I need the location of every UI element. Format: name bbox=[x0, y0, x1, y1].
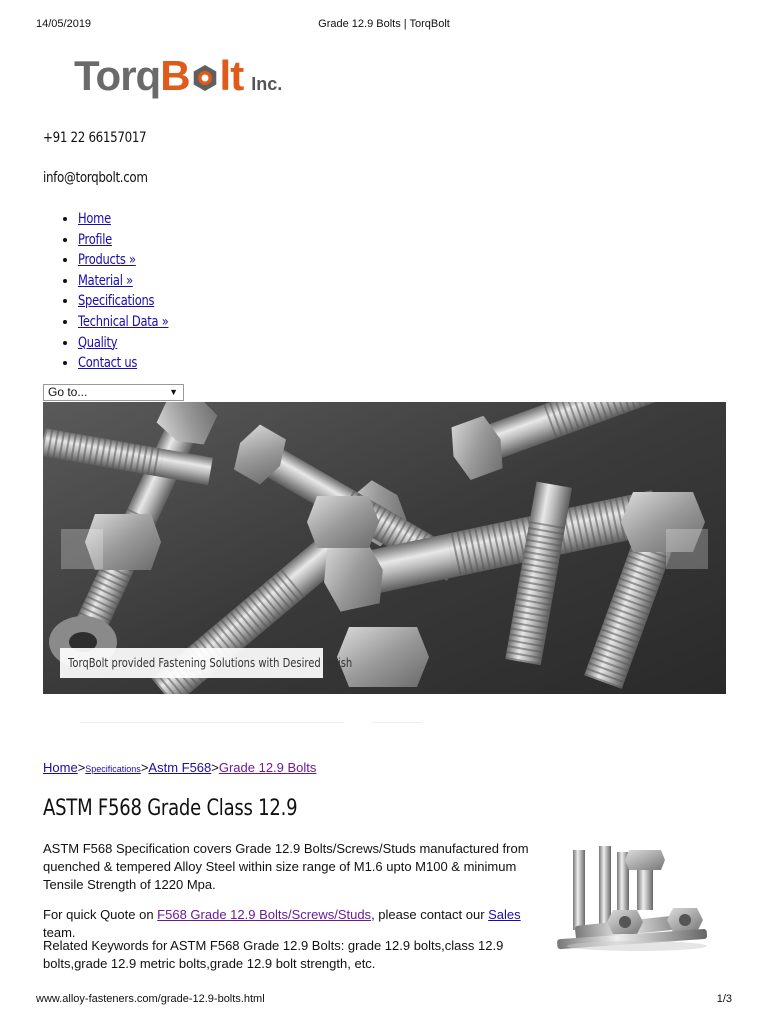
slider-next-button[interactable] bbox=[666, 529, 708, 569]
sales-link[interactable]: Sales bbox=[488, 907, 521, 922]
nav-link-quality[interactable]: Quality bbox=[78, 334, 118, 351]
contact-phone: +91 22 66157017 bbox=[43, 130, 147, 146]
nav-item-home bbox=[78, 208, 188, 229]
breadcrumb-sep: > bbox=[77, 760, 86, 775]
breadcrumb-astm[interactable]: Astm F568 bbox=[148, 760, 212, 775]
logo-text-lt: lt bbox=[219, 52, 244, 99]
main-nav bbox=[43, 208, 188, 373]
nav-item-material bbox=[78, 270, 188, 291]
nav-link-material[interactable]: Material » bbox=[78, 272, 133, 289]
hero-slider[interactable] bbox=[43, 402, 726, 694]
related-keywords: Related Keywords for ASTM F568 Grade 12.9 Bolts: grade 12.9 bolts,class 12.9 bolts,grade 12.9 metric bolts,grade 12.9 bolt strength, etc. bbox=[43, 938, 504, 971]
print-footer-page: 1/3 bbox=[716, 993, 732, 1005]
nav-link-technical-data[interactable]: Technical Data » bbox=[78, 313, 169, 330]
hex-nut-logo-icon bbox=[191, 64, 219, 92]
divider-right bbox=[372, 722, 422, 723]
product-image bbox=[553, 838, 723, 953]
breadcrumb bbox=[43, 760, 316, 775]
nav-item-products bbox=[78, 249, 188, 270]
divider-left bbox=[80, 722, 344, 723]
nav-item-specifications bbox=[78, 290, 188, 311]
product-link[interactable]: F568 Grade 12.9 Bolts/Screws/Studs bbox=[157, 907, 372, 922]
hero-caption: TorqBolt provided Fastening Solutions with Desired Finish bbox=[60, 648, 323, 678]
slider-prev-button[interactable] bbox=[61, 529, 103, 569]
breadcrumb-sep: > bbox=[140, 760, 149, 775]
breadcrumb-sep: > bbox=[211, 760, 219, 775]
nav-item-quality bbox=[78, 332, 188, 353]
logo-text-torq: Torq bbox=[74, 52, 161, 99]
contact-email: info@torqbolt.com bbox=[43, 170, 148, 186]
quote-prefix: For quick Quote on bbox=[43, 907, 158, 922]
quote-mid: , please contact our bbox=[371, 907, 489, 922]
print-page-title: Grade 12.9 Bolts | TorqBolt bbox=[318, 18, 450, 30]
nav-link-profile[interactable]: Profile bbox=[78, 231, 112, 248]
print-date: 14/05/2019 bbox=[36, 18, 92, 30]
print-footer-url: www.alloy-fasteners.com/grade-12.9-bolts.html bbox=[36, 993, 265, 1005]
nav-link-specifications[interactable]: Specifications bbox=[78, 293, 155, 310]
breadcrumb-current[interactable]: Grade 12.9 Bolts bbox=[218, 760, 317, 775]
dropdown-arrow-icon: ▼ bbox=[169, 387, 178, 397]
spec-description: ASTM F568 Specification covers Grade 12.9 Bolts/Screws/Studs manufactured from quenched & tempered Alloy Steel within size range of M1.6 upto M100 & minimum Tensile Strength of 1220 Mpa. bbox=[43, 841, 529, 892]
page-title: ASTM F568 Grade Class 12.9 bbox=[43, 796, 298, 821]
torqbolt-logo[interactable] bbox=[74, 52, 282, 102]
nav-link-contact[interactable]: Contact us bbox=[78, 355, 138, 372]
breadcrumb-home[interactable]: Home bbox=[43, 760, 78, 775]
nav-item-profile bbox=[78, 229, 188, 250]
nav-item-contact bbox=[78, 352, 188, 373]
nav-link-products[interactable]: Products » bbox=[78, 252, 136, 269]
nav-link-home[interactable]: Home bbox=[78, 211, 111, 227]
breadcrumb-specifications[interactable]: Specifications bbox=[85, 764, 141, 774]
nav-item-technical-data bbox=[78, 311, 188, 332]
logo-text-inc: Inc. bbox=[251, 74, 283, 94]
logo-text-b: B bbox=[160, 52, 190, 99]
goto-select-value: Go to... bbox=[48, 385, 88, 399]
goto-select[interactable] bbox=[43, 384, 184, 401]
quote-suffix: team. bbox=[43, 925, 76, 940]
